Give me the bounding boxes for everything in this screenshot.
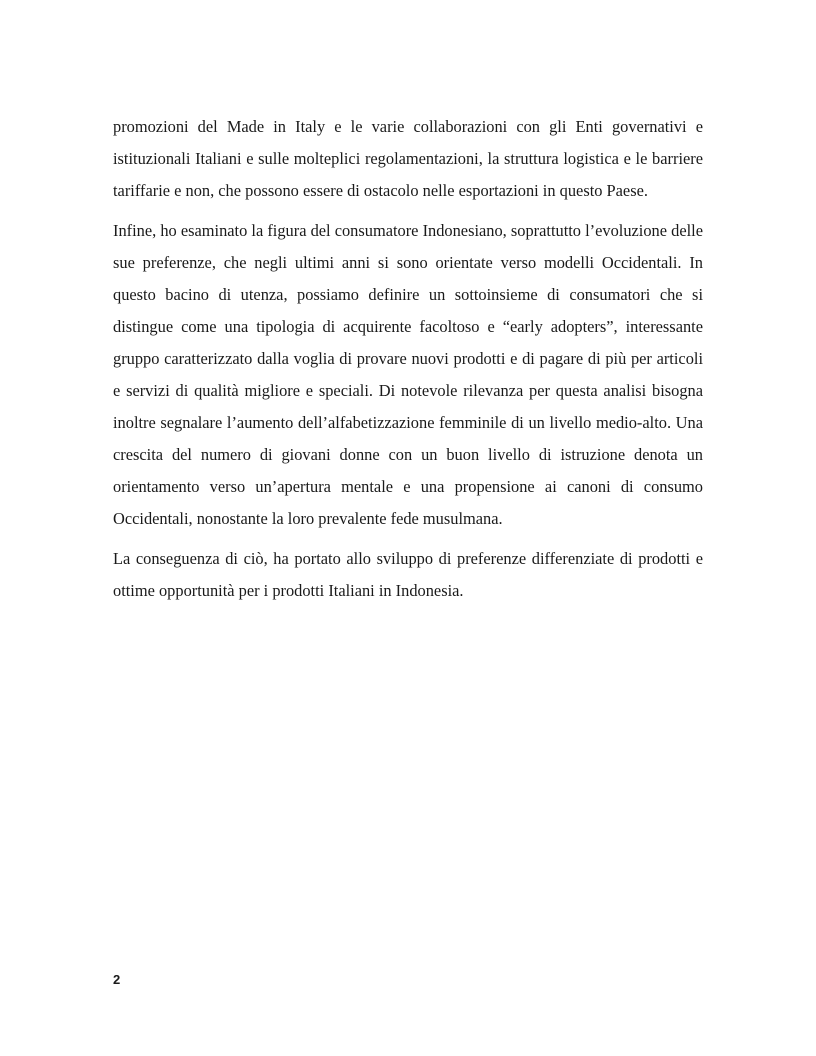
paragraph-2: Infine, ho esaminato la figura del consumatore Indonesiano, soprattutto l’evoluzione delle sue preferenze, che negli ultimi anni si sono orientate verso modelli Occidentali. In questo bacino di utenza, possiamo definire un sottoinsieme di consumatori che si distingue come una tipologia di acquirente facoltoso e “early adopters”, interessante gruppo caratterizzato dalla voglia di provare nuovi prodotti e di pagare di più per articoli e servizi di qualità migliore e speciali. Di notevole rilevanza per questa analisi bisogna inoltre segnalare l’aumento dell’alfabetizzazione femminile di un livello medio-alto. Una crescita del numero di giovani donne con un buon livello di istruzione denota un orientamento verso un’apertura mentale e una propensione ai canoni di consumo Occidentali, nonostante la loro prevalente fede musulmana. (113, 221, 703, 528)
page-number: 2 (113, 972, 121, 987)
paragraph-3: La conseguenza di ciò, ha portato allo sviluppo di preferenze differenziate di prodotti e ottime opportunità per i prodotti Italiani in Indonesia. (113, 549, 703, 600)
body-text (113, 111, 703, 615)
paragraph-1: promozioni del Made in Italy e le varie collaborazioni con gli Enti governativi e istituzionali Italiani e sulle molteplici regolamentazioni, la struttura logistica e le barriere tariffarie e non, che possono essere di ostacolo nelle esportazioni in questo Paese. (113, 117, 703, 200)
